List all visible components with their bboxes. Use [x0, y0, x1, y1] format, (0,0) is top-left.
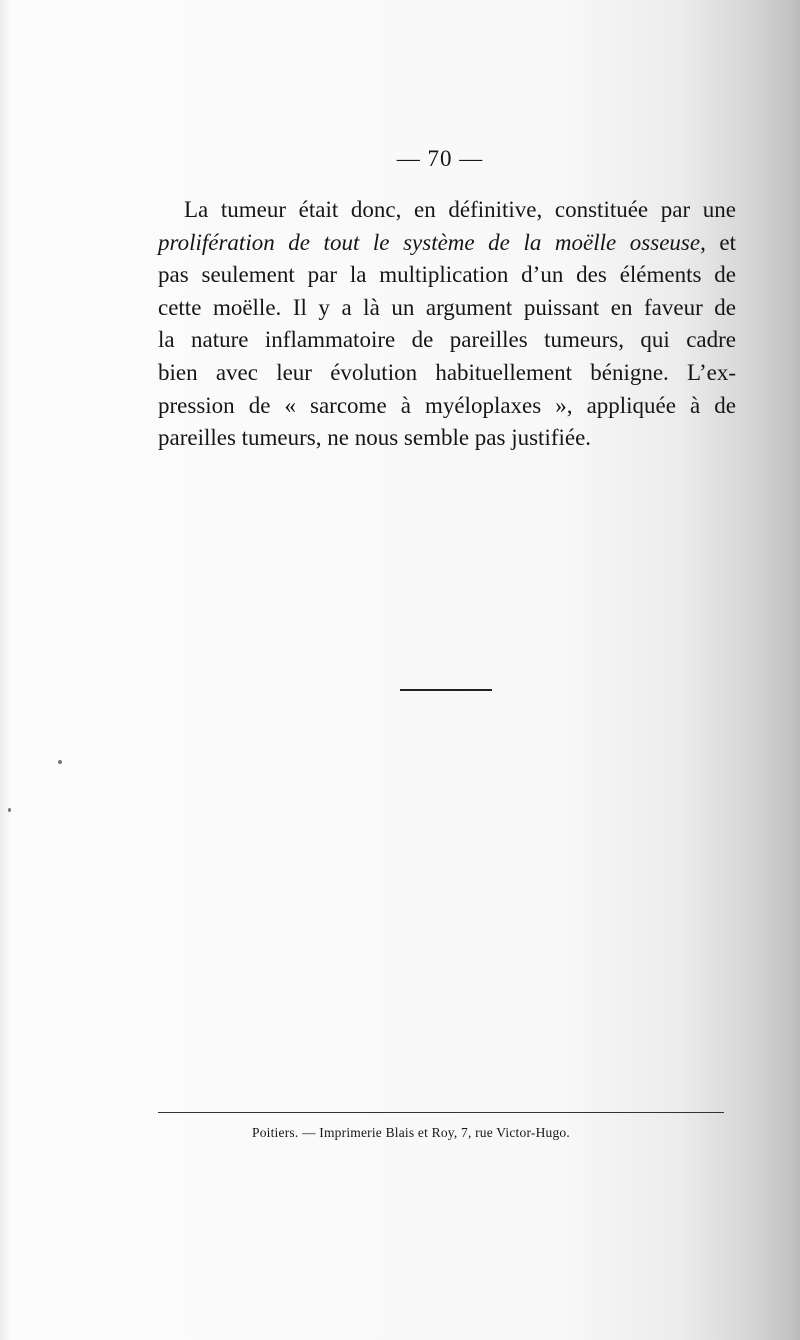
paragraph-line-6: bien avec leur évolution habituellement bénigne. L’ex-	[158, 359, 736, 385]
printer-imprint: Poitiers. — Imprimerie Blais et Roy, 7, rue Victor-Hugo.	[252, 1125, 570, 1140]
paragraph-line-5: la nature inflammatoire de pareilles tumeurs, qui cadre	[158, 327, 736, 353]
paragraph-line-3: pas seulement par la multiplication d’un des éléments de	[158, 262, 736, 288]
paragraph-line-1: La tumeur était donc, en définitive, constituée par une	[184, 197, 736, 222]
paper-speck	[58, 760, 62, 764]
end-of-chapter-rule	[400, 689, 492, 691]
italic-phrase: prolifération de tout le système de la moëlle osseuse	[158, 229, 701, 255]
footer-rule	[158, 1112, 724, 1113]
body-paragraph	[158, 194, 736, 455]
page-number: — 70 —	[396, 146, 484, 171]
paragraph-line-2-tail: , et	[700, 229, 736, 255]
paragraph-line-7: pression de « sarcome à myéloplaxes », appliquée à de	[158, 392, 736, 418]
paper-speck	[8, 808, 11, 812]
paragraph-line-2	[158, 227, 736, 260]
paragraph-line-4: cette moëlle. Il y a là un argument puissant en faveur de	[158, 294, 736, 320]
page-edge-shadow	[0, 0, 12, 1340]
paragraph-line-8: pareilles tumeurs, ne nous semble pas justifiée.	[158, 425, 592, 451]
